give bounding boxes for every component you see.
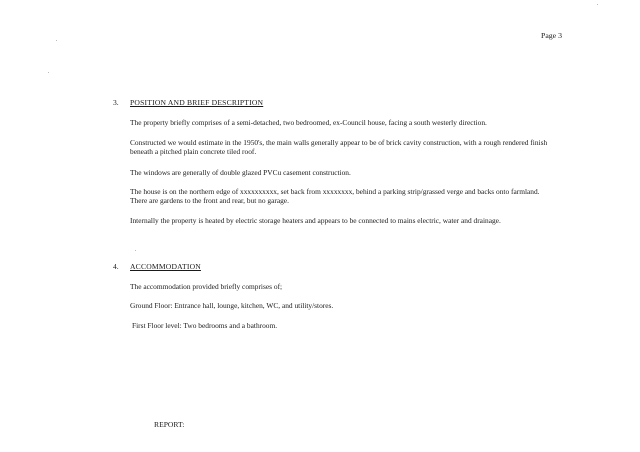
section-3-number: 3. xyxy=(113,98,119,107)
section-4-number: 4. xyxy=(113,262,119,271)
section-3-paragraph-5: Internally the property is heated by electric storage heaters and appears to be connected to mains electric, water and drainage. xyxy=(130,216,501,225)
section-3-paragraph-4: The house is on the northern edge of xxxxxxxxxx, set back from xxxxxxxx, behind a parking strip/grassed verge and backs onto farmland. There are gardens to the front and rear, but no garage. xyxy=(130,187,540,205)
section-4-paragraph-1: The accommodation provided briefly comprises of; xyxy=(130,282,283,291)
scan-speck xyxy=(48,72,49,73)
page-number: Page 3 xyxy=(540,31,562,40)
section-4-paragraph-3: First Floor level: Two bedrooms and a bathroom. xyxy=(132,321,278,330)
section-3-paragraph-1: The property briefly comprises of a semi-detached, two bedroomed, ex-Council house, facing a south westerly direction. xyxy=(130,118,487,127)
scan-speck xyxy=(56,40,57,41)
scan-speck xyxy=(597,4,598,5)
scan-speck xyxy=(135,250,136,251)
section-3-title: POSITION AND BRIEF DESCRIPTION xyxy=(130,98,264,107)
section-3-paragraph-2: Constructed we would estimate in the 1950's, the main walls generally appear to be of brick cavity construction, with a rough rendered finish beneath a pitched plain concrete tiled roof. xyxy=(130,138,548,156)
section-3-paragraph-3: The windows are generally of double glazed PVCu casement construction. xyxy=(130,168,351,177)
report-label: REPORT: xyxy=(154,420,185,429)
section-4-title: ACCOMMODATION xyxy=(130,262,201,271)
section-4-paragraph-2: Ground Floor: Entrance hall, lounge, kitchen, WC, and utility/stores. xyxy=(130,301,334,310)
